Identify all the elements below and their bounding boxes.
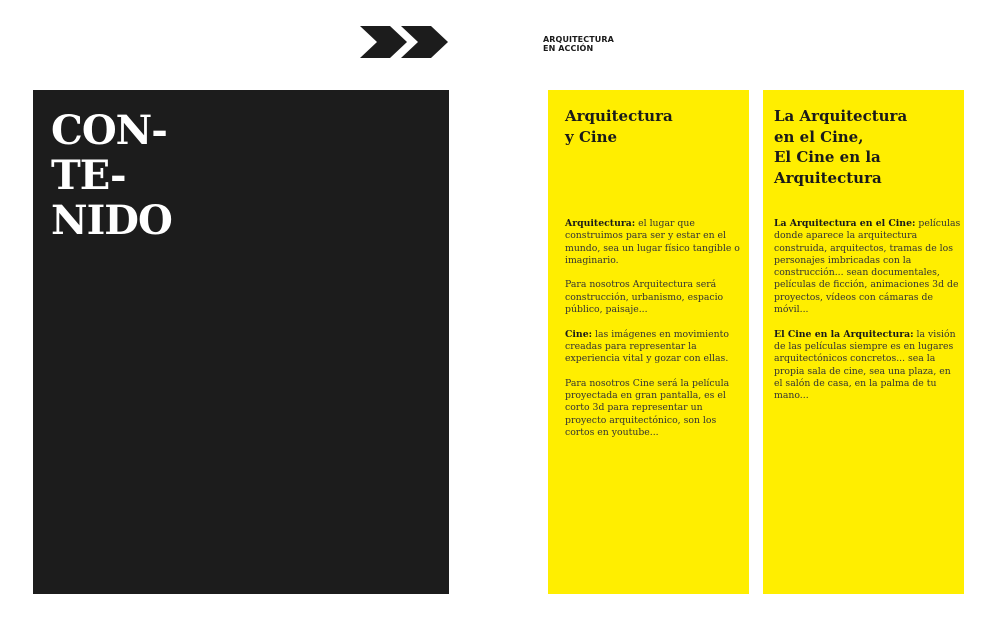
- column-1-paragraph-4: [565, 378, 743, 439]
- contents-title-line-2: TE-: [51, 152, 126, 199]
- column-2-paragraph-2: [774, 329, 962, 403]
- column-1-title: [565, 106, 737, 147]
- column-1-paragraph-1: [565, 218, 743, 267]
- column-1-body: [565, 218, 743, 452]
- column-1-title-line-1: Arquitectura: [565, 107, 673, 125]
- column-2-body: [774, 218, 962, 415]
- column-arquitectura-y-cine: [548, 90, 749, 594]
- column-2-title-line-1: La Arquitectura: [774, 107, 908, 125]
- column-arquitectura-en-el-cine: [763, 90, 964, 594]
- double-chevron-right-icon: [360, 26, 448, 58]
- column-2-title-line-2: en el Cine,: [774, 127, 864, 146]
- contents-title: [51, 108, 172, 243]
- column-1-paragraph-3-text: las imágenes en movimiento creadas para representar la experiencia vital y gozar con ellas.: [565, 328, 729, 365]
- column-1-paragraph-1-text: el lugar que construimos para ser y estar en el mundo, sea un lugar físico tangible o imaginario.: [565, 218, 740, 266]
- column-2-paragraph-1-lead: La Arquitectura en el Cine:: [774, 218, 916, 229]
- column-2-paragraph-1: [774, 218, 962, 316]
- column-2-paragraph-1-text: películas donde aparece la arquitectura construida, arquitectos, tramas de los personajes imbricadas con la construcción... sean documentales, películas de ficción, animaciones 3d de proyectos, vídeos con cámaras de móvil...: [774, 218, 961, 316]
- contents-panel: [33, 90, 449, 594]
- column-1-title-line-2: y Cine: [565, 127, 618, 146]
- column-1-paragraph-3: [565, 329, 743, 366]
- contents-title-line-3: NIDO: [51, 197, 172, 244]
- column-1-paragraph-1-lead: Arquitectura:: [565, 218, 636, 229]
- column-1-paragraph-3-lead: Cine:: [565, 328, 593, 340]
- column-2-paragraph-2-text: la visión de las películas siempre es en lugares arquitectónicos concretos... sea la propia sala de cine, sea una plaza, en el salón de casa, en la palma de tu mano...: [774, 328, 956, 402]
- column-2-title: [774, 106, 952, 188]
- contents-title-line-1: CON-: [51, 107, 167, 154]
- column-1-paragraph-2-text: Para nosotros Arquitectura será construcción, urbanismo, espacio público, paisaje...: [565, 279, 724, 316]
- column-2-title-line-3: El Cine en la: [774, 148, 881, 166]
- header-label-line-2: EN ACCIÓN: [543, 44, 594, 53]
- header-label-line-1: ARQUITECTURA: [543, 35, 614, 44]
- column-2-paragraph-2-lead: El Cine en la Arquitectura:: [774, 328, 914, 340]
- column-2-title-line-4: Arquitectura: [774, 168, 882, 187]
- column-1-paragraph-4-text: Para nosotros Cine será la película proyectada en gran pantalla, es el corto 3d para representar un proyecto arquitectónico, son los cortos en youtube...: [565, 377, 730, 439]
- column-1-paragraph-2: [565, 279, 743, 316]
- header-label: [543, 35, 614, 53]
